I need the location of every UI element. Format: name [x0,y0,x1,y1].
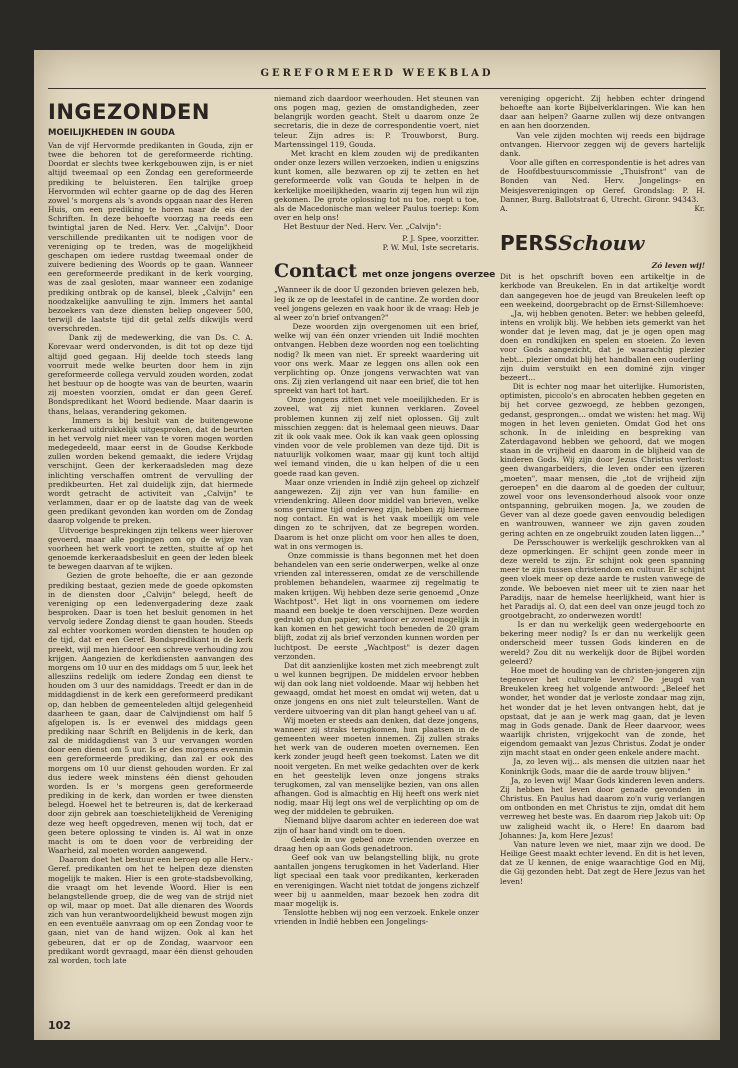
article-subheading: MOEILIJKHEDEN IN GOUDA [48,128,175,138]
contact-heading [274,260,496,283]
header-rule [48,88,706,89]
column-2 [274,94,496,961]
page-number: 102 [48,1019,71,1032]
board-signatures: P. J. Spee, voorzitter. P. W. Mul, 1ste secretaris. [382,234,479,253]
section-heading-ingezonden: INGEZONDEN [48,100,210,124]
article-title-zo-leven-wij: Zó leven wij! [651,261,705,271]
column-3 [500,94,705,912]
article-text-contact: „Wanneer ik de door U gezonden brieven gelezen heb, leg ik ze op de leestafel in de cantine. Ze worden door veel jongens gelezen en vaak hoor ik de vraag: Heb je al weer zo'n brief ontvangen?" Deze woorden zijn overgenomen uit een brief, welke wij van één onzer vrienden uit Indië mochten ontvangen. Hebben deze woorden nog een toelichting nodig? Ik meen van niet. Er spreekt waardering uit voor ons werk. Maar ze leggen ons allen ook een verplichting op. Onze jongens verwachten wat van ons. Zij zien verlangend uit naar een brief, die tot hen spreekt van hart tot hart. Onze jongens zitten met vele moeilijkheden. Er is zoveel, wat zij niet kunnen verklaren. Zoveel problemen kunnen zij zelf niet oplossen. Gij zult misschien zeggen: dat is helemaal geen nieuws. Daar zit ik ook vaak mee. Ook ik kan vaak geen oplossing vinden voor de vele problemen van deze tijd. Dit is natuurlijk volkomen waar, maar gij kunt toch altijd wel iemand vinden, die u kan helpen of die u een goede raad kan geven. Maar onze vrienden in Indië zijn geheel op zichzelf aangewezen. Zij zijn ver van hun familie- en vriendenkring. Alleen door middel van brieven, welke soms geruime tijd onderweg zijn, hebben zij hiermee nog contact. En wat is het vaak moeilijk om vele dingen zo te schrijven, dat ze begrepen worden. Daarom is het onze plicht om voor hen alles te doen, wat in ons vermogen is. Onze commissie is thans begonnen met het doen behandelen van een serie onderwerpen, welke al onze vrienden zal interesseren, omdat ze de verschillende problemen behandelen, waarmee zij regelmatig te maken krijgen. Wij hebben deze serie genoemd „Onze Wachtpost". Het ligt in ons voornemen om iedere maand een boekje te doen verschijnen. Deze worden gedrukt op dun papier, waardoor er zoveel mogelijk in kan komen en het gewicht toch beneden de 20 gram blijft, zodat zij als brief verzonden kunnen worden per luchtpost. De eerste „Wachtpost" is dezer dagen verzonden. Dat dit aanzienlijke kosten met zich meebrengt zult u wel kunnen begrijpen. De middelen ervoor hebben wij dan ook lang niet voldoende. Maar wij hebben het gewaagd, omdat het moest en omdat wij weten, dat u onze jongens en ons niet zult teleurstellen. Want de verdere uitvoering van dit plan hangt geheel van u af. Wij moeten er steeds aan denken, dat deze jongens, wanneer zij straks terugkomen, hun plaatsen in de gemeenten weer moeten innemen. Zij zullen straks het werk van de ouderen moeten overnemen. Een kerk zonder jeugd heeft geen toekomst. Laten we dit nooit vergeten. En met welke gedachten over de kerk en het geestelijk leven onze jongens straks terugkomen, zal van menselijke bezien, van ons allen afhangen. God is almachtig en Hij heeft ons werk niet nodig, maar Hij legt ons wel de verplichting op om de weg der middelen te gebruiken. Niemand blijve daarom achter en iedereen doe wat zijn of haar hand vindt om te doen. Gedenk in uw gebed onze vrienden overzee en draag hen op aan Gods genadetroon. Geef ook van uw belangstelling blijk, nu grote aantallen jongens terugkomen in het Vaderland. Hier ligt speciaal een taak voor predikanten, kerkeraden en verenigingen. Wacht niet totdat de jongens zichzelf weer bij u aanmelden, maar bezoek hen zodra dit maar mogelijk is. Tenslotte hebben wij nog een verzoek. Enkele onzer vrienden in Indië hebben een Jongelings- [274,285,479,927]
contact-heading-sub: met onze jongens overzee [362,270,496,281]
contact-signoff [500,204,705,213]
article-text-contact-continued: vereniging opgericht. Zij hebben echter dringend behoefte aan korte Bijbelverklaringen. Wie kan hen daar aan helpen? Gaarne zullen wij deze ontvangen en aan hen doorzenden. Van vele zijden mochten wij reeds een bijdrage ontvangen. Hiervoor zeggen wij de gevers hartelijk dank. Voor alle giften en correspondentie is het adres van de Hoofdbestuurscommissie „Thuisfront" van de Bonden van Ned. Herv. Jongelings- en Meisjesverenigingen op Geref. Grondslag: P. H. Danner, Burg. Ballotstraat 6, Utrecht. Gironr. 94343. [500,94,705,204]
article-text-persschouw: Dit is het opschrift boven een artikeltje in de kerkbode van Breukelen. En in dat artikeltje wordt dan aangegeven hoe de jeugd van Breukelen leeft op een weekeind, doorgebracht op de Ernst-Sillemhoeve: „Ja, wij hebben genoten. Beter: we hebben geleefd, intens en vrolijk blij. We hebben iets gemerkt van het wonder dat je leven mag, dat je je ogen open mag doen en rondkijken en spelen en stoeien. Zo leven voor Gods aangezicht, dat je waarachtig plezier hebt... plezier omdat blij het handballen een ouderling zijn duim verstuikt en een dominé zijn vinger bezeert... Dit is echter nog maar het uiterlijke. Humoristen, optimisten, piccolo's en abrocaten hebben gegeten en bij het corvee gezwoegd, ze hebben gezongen, gedanst, gesprongen... omdat we wisten: het mag. Wij mogen in het leven genieten. Omdat God het ons schonk. In de inleiding en bespreking van Zaterdagavond hebben we gehoord, dat we mogen staan in de vrijheid en daarom in de blijheid van de kinderen Gods. Wij zijn door Jezus Christus verlost: geen dwangarbeiders, die leven onder een ijzeren „moeten", maar mensen, die „tot de vrijheid zijn geroepen" en die daarom al de goeden der cultuur, zowel voor ons levensonderhoud alsook voor onze ontspanning, gebruiken mogen. Ja, we zouden de Gever van al deze goede gaven eenvoudig beledigen en wantrouwen, wanneer we zijn gaven zouden gering achten en ze ongebruikt zouden laten liggen..." De Persschouwer is werkelijk geschrokken van al deze opmerkingen. Er schijnt geen zonde meer in deze wereld te zijn. Er schijnt ook geen spanning meer te zijn tussen christendom en cultuur. Er schijnt geen vloek meer op deze aarde te rusten vanwege de zonde. We beboeven niet meer uit te zien naar het Paradijs, naar de hemelse heerlijkheid, want hier is het Paradijs al. O, dat een deel van onze jeugd toch zo grootgebracht, zo onderwezen wordt! Is er dan nu werkelijk geen wedergeboorte en bekering meer nodig? Is er dan nu werkelijk geen onderscheid meer tussen Gods kinderen en de wereld? Zou dit nu werkelijk door de Bijbel worden geleerd? Hoe moet de houding van de christen-jongeren zijn tegenover het culturele leven? De jeugd van Breukelen kreeg het volgende antwoord: „Beleef het wonder, het wonder dat je verloste zondaar mag zijn, het wonder dat je het leven ontvangen hebt, dat je opstaat, dat je aan je werk mag gaan, dat je leven mag in Gods genade. Dank de Heer daarvoor, wees waarlijk christen, vrijgekocht van de zonde, het eigendom gemaakt van Jezus Christus. Zodat je onder zijn macht staat en onder geen enkele andere macht. Ja, zo leven wij... als mensen die uitzien naar het Koninkrijk Gods, maar die de aarde trouw blijven." Ja, zo leven wij! Maar Gods kinderen leven anders. Zij hebben het leven door genade gevonden in Christus. En Paulus had daarom zo'n vurig verlangen om ontbonden en met Christus te zijn, omdat dit hem verreweg het beste was. En daarom riep Jakob uit: Op uw zaligheid wacht ik, o Here! En daarom bad Johannes: Ja, kom Here Jezus! Van nature leven we niet, maar zijn we dood. De Heilige Geest maakt echter levend. En dit is het leven, dat ze U kennen, de enige waarachtige God en Mij, die Gij gezonden hebt. Dat zegt de Here Jezus van het leven! [500,272,705,886]
article-text-gouda: Van de vijf Hervormde predikanten in Gouda, zijn er twee die behoren tot de gereformeerde richting. Doordat er slechts twee kerkgebouwen zijn, is er niet altijd tweemaal op een Zondag een gereformeerde prediking te beluisteren. Een talrijke groep Hervormden wil echter gaarne op de dag des Heren zowel 's morgens als 's avonds opgaan naar des Heren Huis, om een prediking te horen naar de eis der Schriften. In deze behoefte voorzag na reeds een twintigtal jaren de Ned. Herv. Ver. „Calvijn". Door verschillende predikanten uit te nodigen voor de vereniging op te treden, was de mogelijkheid geschapen om iedere rustdag tweemaal onder de zuivere bediening des Woords op te gaan. Wanneer een gereformeerde predikant in de kerk voorging, was de zaal gesloten, maar wanneer een zodanige prediking ontbrak op de kansel, bleek „Calvijn" een noodzakelijke aanvulling te zijn. Immers het aantal bezoekers van deze diensten beliep ongeveer 500, terwijl de laatste tijd dit getal zelfs dikwijls werd overschreden. Dank zij de medewerking, die van Ds. C. A. Korevaar werd ondervonden, is dit tot op deze tijd altijd goed gegaan. Hij deelde toch steeds lang voorruit mede welke beurten door hem in zijn gereformeerde collega vervuld zouden worden, zodat het bestuur op de hoogte was van de beurten, waarin zij moesten voorzien, omdat er dan geen Geref. Bondspredikant het Woord bediende. Maar daarin is thans, helaas, verandering gekomen. Immers is bij besluit van de buitengewone kerkeraad uitdrukkelijk uitgesproken, dat de beurten in het vervolg niet meer van te voren mogen worden medegedeeld, maar eerst in de Goudse Kerkbode zullen worden bekend gemaakt, die iedere Vrijdag verschijnt. Geen der kerkeraadsleden mag deze inlichting verschaffen omtrent de vervulling der predikbeurten. Het zal duidelijk zijn, dat hiermede wordt getracht de activiteit van „Calvijn" te verlammen, daar er op de laatste dag van de week geen predikant gevonden kan worden om de Zondag daarop volgende te preken. Uitvoerige besprekingen zijn telkens weer hierover gevoerd, maar alle pogingen om op de wijze van voorheen het werk voort te zetten, stuitte af op het genoemde kerkeraadsbesluit en geen der leden bleek te bewegen daarvan af te wijken. Gezien de grote behoefte, die er aan gezonde prediking bestaat, gezien mede de goede opkomsten in de diensten door „Calvijn" belegd, heeft de vereniging op een ledenvergadering deze zaak besproken. Daar is toen het besluit genomen in het vervolg iedere Zondag dienst te gaan houden. Steeds zal echter voorkomen worden diensten te houden op de tijd, dat er een Geref. Bondspredikant in de kerk preekt, wijl men hierdoor een schreve verhouding zou krijgen. Aangezien de kerkdiensten aanvangen des morgens om 10 uur en des middags om 5 uur, leek het allesziins redelijk om iedere Zondag een dienst te houden om 3 uur des namiddags. Treedt er dan in de middagdienst in de kerk een gereformeerd predikant op, dan hebben de gemeenteleden altijd gelegenheid daarheen te gaan, daar de Calvijndienst om half 5 afgelopen is. Is er evenwel des middags geen prediking naar Schrift en Belijdenis in de kerk, dan zal de middagdienst van 3 uur vervangen worden door een dienst om 5 uur. Is er des morgens evenmin een gereformeerde prediking, dan zal er ook des morgens om 10 uur dienst gehouden worden. Er zal dus iedere week minstens één dienst gehouden worden. Is er 's morgens geen gereformeerde prediking in de kerk, dan worden er twee diensten belegd. Hoewel het te betreuren is, dat de kerkeraad door zijn gebrek aan toeschietelijkheid de Vereniging deze weg heeft opgedreven, menen wij toch, dat er geen betere oplossing te vinden is. Al wat in onze macht is om te doen voor de verbreiding der Waarheid, zal moeten worden aangewend. Daarom doet het bestuur een beroep op alle Herv.-Geref. predikanten om het te helpen deze diensten mogelijk te maken. Hier is een grote-stadsbevolking, die vraagt om het levende Woord. Hier is een belangstellende groep, die de weg van de strijd niet op wil, maar op moet. Dat alle dienaren des Woords zich van hun verantwoordelijkheid bewust mogen zijn en een eventuële aanvraag om op een Zondag voor te gaan, niet van de hand wijzen. Ook al kan het gebeuren, dat er op de Zondag, waarvoor een predikant wordt gevraagd, maar één dienst gehouden zal worden, toch late [48,141,254,965]
signoff-a: A. [500,204,508,213]
persschouw-heading [500,231,705,255]
article-text-gouda-continued: niemand zich daardoor weerhouden. Het steunen van ons pogen mag, gezien de omstandigheden, zeer belangrijk worden geacht. Stelt u daarom onze 2e secretaris, die in deze de correspondentie voert, niet teleur. Zijn adres is: P. Trouwborst, Burg. Martenssingel 119, Gouda. Met kracht en klem zouden wij de predikanten onder onze lezers willen verzoeken, indien u enigszins kunt komen, alle bezwaren op zij te zetten en het gereformeerde volk van Gouda te helpen in de kerkelijke moeilijkheden, waarin zij tegen hun wil zijn gekomen. De grote oplossing tot nu toe, roept u toe, als de Macedonische man weleer Paulus toeriep: Kom over en help ons! Het Bestuur der Ned. Herv. Ver. „Calvijn": [274,94,479,232]
masthead: GEREFORMEERD WEEKBLAD [260,68,494,79]
persschouw-heading-schouw: Schouw [558,231,645,256]
signoff-kr: Kr. [694,204,705,213]
persschouw-heading-pers: PERS [500,231,559,256]
column-1 [48,94,253,997]
contact-heading-main: Contact [274,260,358,283]
newspaper-page [34,50,720,1040]
